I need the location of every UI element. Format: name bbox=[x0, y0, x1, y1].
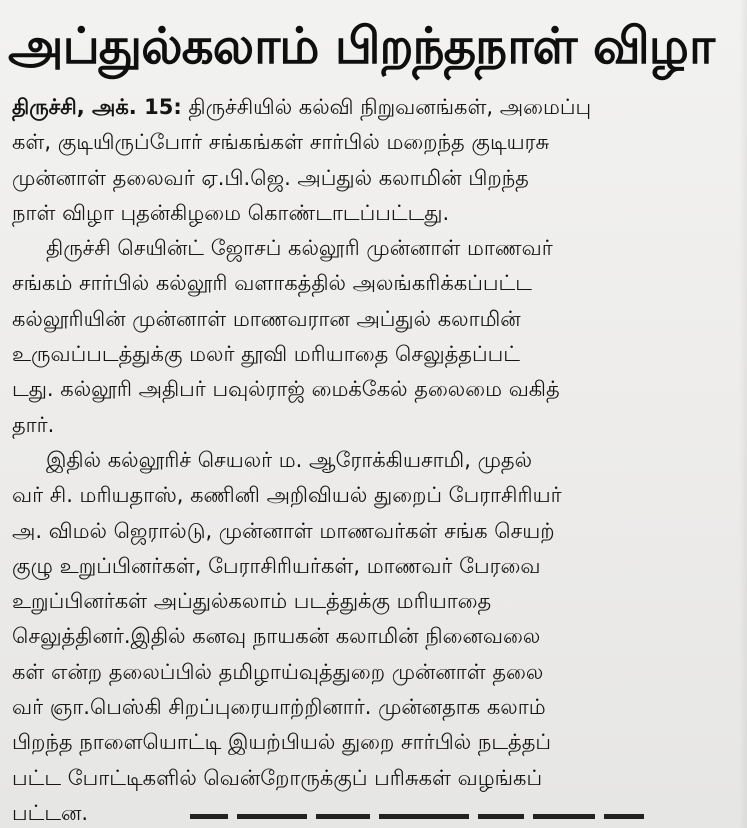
article-line-1-text: திருச்சியில் கல்வி நிறுவனங்கள், அமைப்பு bbox=[181, 95, 592, 119]
article-line-9: டது. கல்லூரி அதிபர் பவுல்ராஜ் மைக்கேல் தலைமை வகித் bbox=[12, 377, 560, 402]
article-dateline: திருச்சி, அக். 15: bbox=[12, 95, 182, 119]
article-line-11: இதில் கல்லூரிச் செயலர் ம. ஆரோக்கியசாமி, முதல் bbox=[46, 447, 533, 472]
article-line-7: கல்லூரியின் முன்னாள் மாணவரான அப்துல் கலாமின் bbox=[12, 306, 521, 331]
article-line-19: பிறந்த நாளையொட்டி இயற்பியல் துறை சார்பில் நடத்தப் bbox=[12, 730, 552, 755]
article-line-2: கள், குடியிருப்போர் சங்கங்கள் சார்பில் மறைந்த குடியரசு bbox=[12, 130, 550, 155]
article-line-4: நாள் விழா புதன்கிழமை கொண்டாடப்பட்டது. bbox=[12, 200, 450, 225]
article-body bbox=[12, 90, 736, 828]
article-line-5: திருச்சி செயின்ட் ஜோசப் கல்லூரி முன்னாள் மாணவர் bbox=[46, 236, 553, 261]
article-line-20: பட்ட போட்டிகளில் வென்றோருக்குப் பரிசுகள் வழங்கப் bbox=[12, 765, 543, 790]
article-line-6: சங்கம் சார்பில் கல்லூரி வளாகத்தில் அலங்கரிக்கப்பட்ட bbox=[12, 271, 532, 296]
article-headline: அப்துல்கலாம் பிறந்தநாள் விழா bbox=[8, 17, 715, 75]
article-line-3: முன்னாள் தலைவர் ஏ.பி.ஜெ. அப்துல் கலாமின் பிறந்த bbox=[12, 165, 529, 190]
article-line-12: வர் சி. மரியதாஸ், கணினி அறிவியல் துறைப் பேராசிரியர் bbox=[12, 483, 562, 508]
article-line-13: அ. விமல் ஜெரால்டு, முன்னாள் மாணவர்கள் சங்க செயற் bbox=[12, 518, 555, 543]
article-line-21: பட்டன. bbox=[12, 800, 89, 825]
cut-off-next-line bbox=[190, 814, 660, 828]
paper-edge-shadow bbox=[739, 0, 747, 828]
article-line-10: தார். bbox=[12, 412, 55, 437]
article-line-8: உருவப்படத்துக்கு மலர் தூவி மரியாதை செலுத்தப்பட் bbox=[12, 342, 520, 367]
article-line-14: குழு உறுப்பினர்கள், பேராசிரியர்கள், மாணவர் பேரவை bbox=[12, 553, 541, 578]
article-line-17: கள் என்ற தலைப்பில் தமிழாய்வுத்துறை முன்னாள் தலை bbox=[12, 659, 544, 684]
article-line-16: செலுத்தினர்.இதில் கனவு நாயகன் கலாமின் நினைவலை bbox=[12, 624, 541, 649]
article-line-18: வர் ஞா.பெஸ்கி சிறப்புரையாற்றினார். முன்னதாக கலாம் bbox=[12, 695, 546, 720]
article-line-1 bbox=[12, 90, 736, 125]
article-line-15: உறுப்பினர்கள் அப்துல்கலாம் படத்துக்கு மரியாதை bbox=[12, 589, 492, 614]
